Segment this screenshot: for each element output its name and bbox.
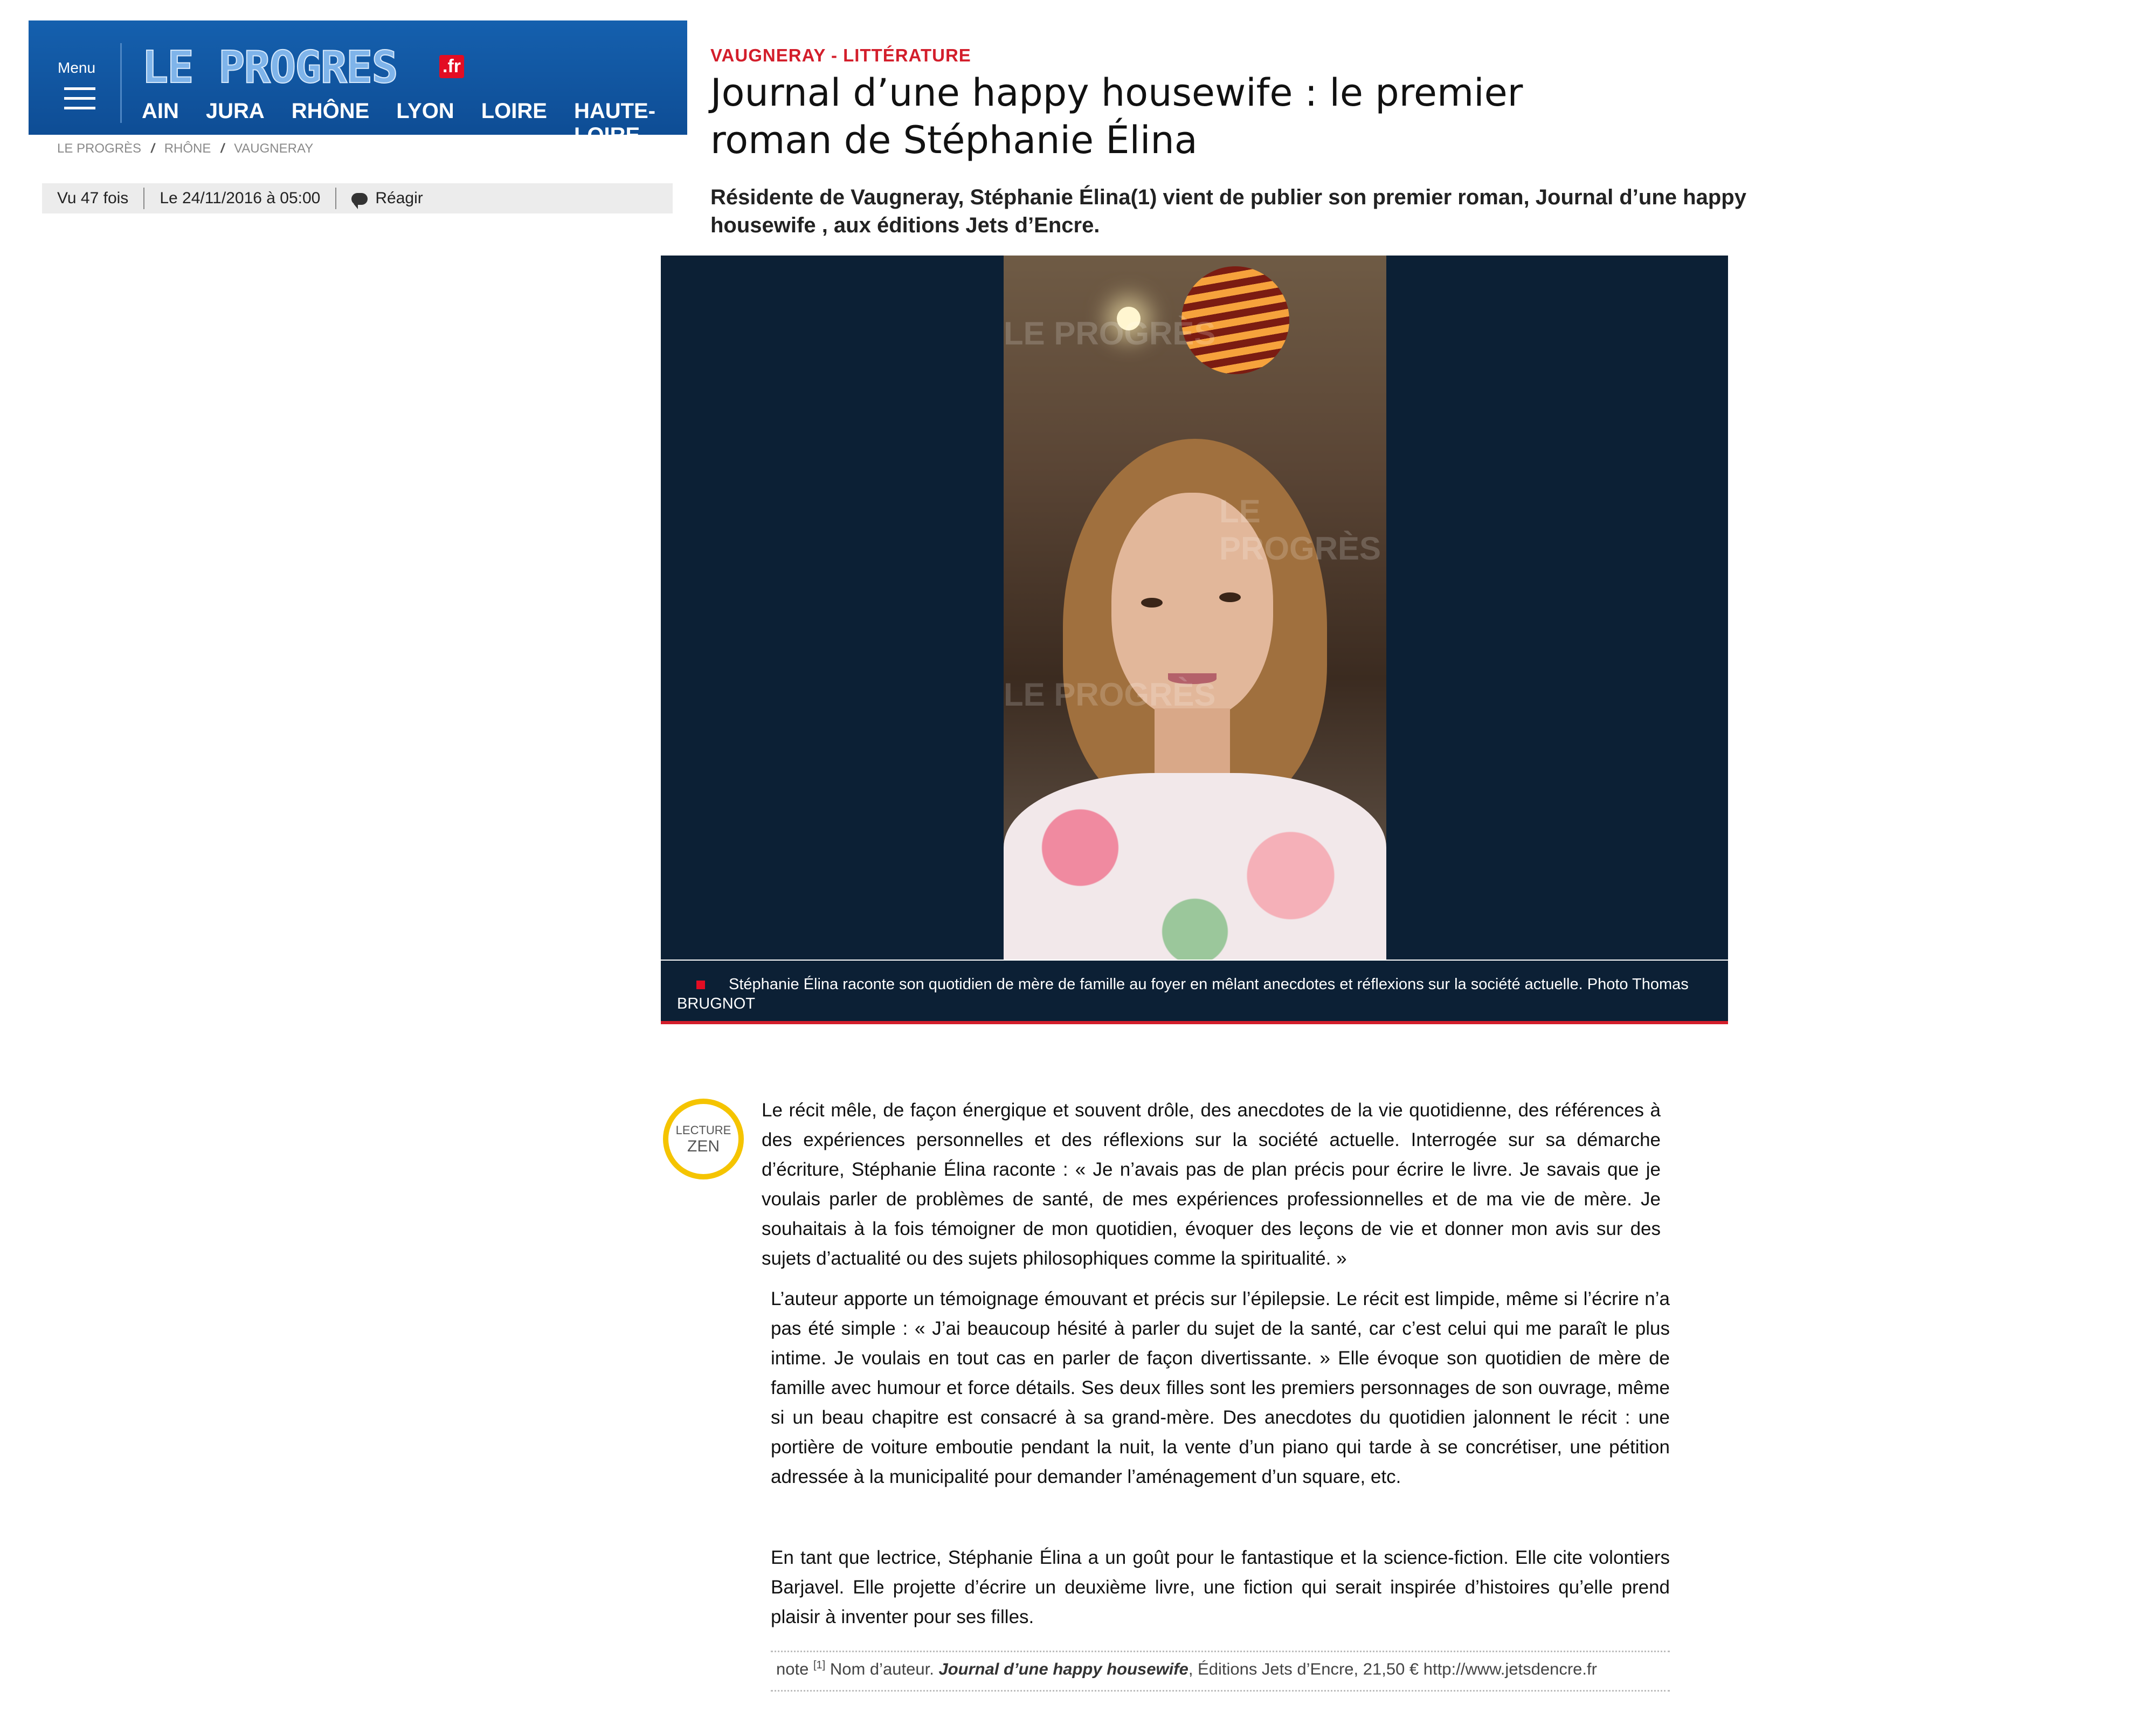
article-photo-frame	[661, 256, 1728, 960]
article-lead: Résidente de Vaugneray, Stéphanie Élina(1) vient de publier son premier roman, Journal d’une happy housewife , aux éditions Jets d’Encre.	[710, 185, 1746, 237]
portrait-dress	[1004, 773, 1386, 960]
region-nav	[142, 99, 687, 148]
hamburger-icon	[64, 87, 95, 111]
comment-icon	[351, 193, 368, 205]
note-divider	[771, 1690, 1670, 1692]
breadcrumb-item-home[interactable]: LE PROGRÈS	[57, 141, 142, 156]
site-logo-suffix: .fr	[439, 55, 464, 78]
nav-item-rhone[interactable]: RHÔNE	[291, 99, 370, 123]
site-logo[interactable]: LE PROGRES	[142, 42, 397, 93]
note-divider	[771, 1651, 1670, 1652]
article-photo[interactable]	[1004, 256, 1386, 960]
caption-marker-icon	[696, 981, 705, 989]
breadcrumb	[57, 141, 313, 156]
footnote-book-title: Journal d’une happy housewife	[938, 1659, 1188, 1679]
breadcrumb-separator: /	[151, 141, 155, 156]
portrait-eye	[1141, 598, 1163, 608]
nav-item-haute-loire[interactable]: HAUTE-LOIRE	[573, 99, 656, 147]
zen-badge-top: LECTURE	[675, 1123, 731, 1137]
photo-watermark: LE PROGRÈS	[1004, 677, 1216, 713]
article-paragraph: En tant que lectrice, Stéphanie Élina a un goût pour le fantastique et la science-fiction. Elle cite volontiers Barjavel. Elle projette d’écrire un deuxième livre, une fiction qui serait inspirée d’histoires qu’elle prend plaisir à inventer pour ses filles.	[771, 1547, 1670, 1627]
publish-date: Le 24/11/2016 à 05:00	[160, 189, 321, 207]
lecture-zen-badge[interactable]	[663, 1099, 744, 1179]
nav-item-ain[interactable]: AIN	[142, 99, 179, 123]
react-label: Réagir	[375, 189, 423, 207]
breadcrumb-separator: /	[220, 141, 225, 156]
footnote-ref: [1]	[813, 1659, 826, 1671]
menu-label: Menu	[58, 59, 96, 76]
photo-caption	[661, 961, 1728, 1024]
nav-item-lyon[interactable]: LYON	[396, 99, 454, 123]
footnote-prefix: Nom d’auteur.	[830, 1659, 934, 1679]
react-button[interactable]	[336, 189, 438, 208]
nav-item-jura[interactable]: JURA	[205, 99, 265, 123]
footnote-label: note	[776, 1659, 809, 1679]
header-divider	[120, 43, 122, 123]
view-count: Vu 47 fois	[57, 189, 129, 207]
article-paragraph: Le récit mêle, de façon énergique et souvent drôle, des anecdotes de la vie quotidienne, des références à des expériences personnelles et des réflexions sur la société actuelle. Interrogée sur sa démarche d’écriture, Stéphanie Élina raconte : « Je n’avais pas de plan précis pour écrire le livre. Je savais que je voulais parler de problèmes de santé, de mes expériences professionnelles et de ma vie de mère. Je souhaitais à la fois témoigner de mon quotidien, évoquer des leçons de vie et donner mon avis sur des sujets d’actualité ou des sujets philosophiques comme la spiritualité. »	[762, 1100, 1661, 1269]
footnote	[776, 1659, 1597, 1679]
article-paragraph: L’auteur apporte un témoignage émouvant et précis sur l’épilepsie. Le récit est limpide, même si l’écrire n’a pas été simple : « J’ai beaucoup hésité à parler du sujet de la santé, car c’est celui qui me paraît le plus intime. Je voulais en tout cas en parler de façon divertissante. » Elle évoque son quotidien de mère de famille avec humour et force détails. Ses deux filles sont les premiers personnages de son ouvrage, même si un beau chapitre est consacré à sa grand-mère. Des anecdotes du quotidien jalonnent le récit : une portière de voiture emboutie pendant la nuit, la vente d’un piano qui tarde à se concrétiser, une pétition adressée à la municipalité pour demander l’aménagement d’un square, etc.	[771, 1288, 1670, 1487]
footnote-suffix[interactable]: , Éditions Jets d’Encre, 21,50 € http://www.jetsdencre.fr	[1188, 1659, 1597, 1679]
breadcrumb-item-rhone[interactable]: RHÔNE	[164, 141, 211, 156]
site-header	[29, 20, 687, 147]
article-category[interactable]: VAUGNERAY - LITTÉRATURE	[710, 45, 971, 65]
photo-watermark: LE PROGRÈS	[1219, 493, 1381, 567]
zen-badge-bottom: ZEN	[687, 1137, 720, 1155]
nav-item-loire[interactable]: LOIRE	[481, 99, 547, 123]
article-meta-bar	[42, 183, 673, 213]
breadcrumb-item-vaugneray[interactable]: VAUGNERAY	[234, 141, 314, 156]
menu-button[interactable]	[29, 20, 120, 135]
photo-watermark: LE PROGRÈS	[1004, 315, 1216, 351]
photo-caption-text: Stéphanie Élina raconte son quotidien de mère de famille au foyer en mêlant anecdotes et réflexions sur la société actuelle. Photo Thomas BRUGNOT	[677, 976, 1689, 1012]
article-title: Journal d’une happy housewife : le premier roman de Stéphanie Élina	[710, 71, 1523, 162]
portrait-eye	[1219, 592, 1241, 602]
